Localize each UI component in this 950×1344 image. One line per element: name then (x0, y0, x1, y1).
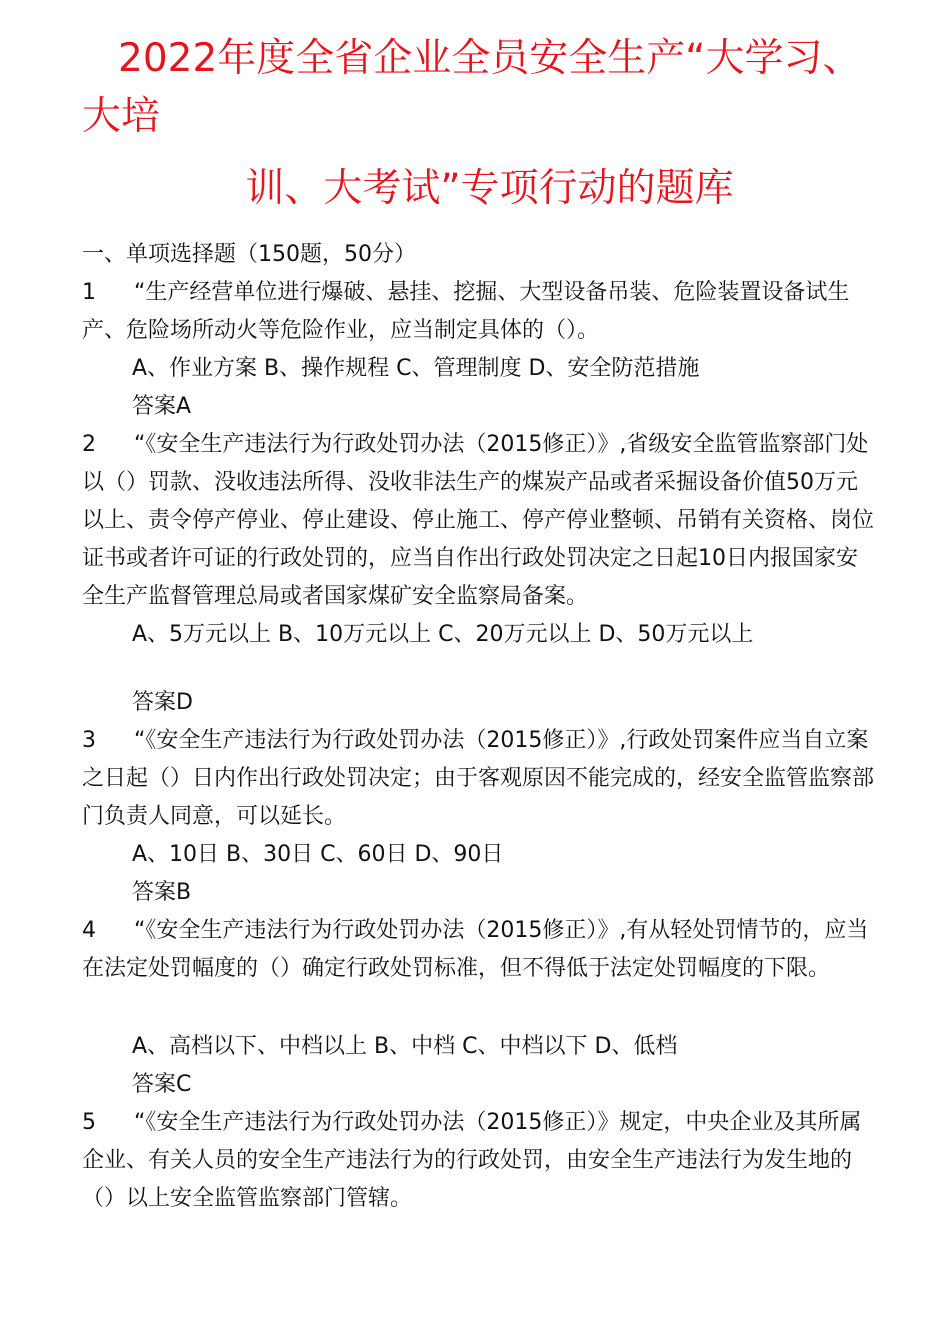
question-1-options: A、作业方案 B、操作规程 C、管理制度 D、安全防范措施 (132, 356, 700, 381)
question-number: 2 (82, 432, 96, 457)
question-text: “《安全生产违法行为行政处罚办法（2015修正）》,省级安全监管监察部门处以（）罚款、没收违法所得、没收非法生产的煤炭产品或者采掘设备价值50万元以上、责令停产停业、停止建设、停止施工、停产停业整顿、吊销有关资格、岗位证书或者许可证的行政处罚的，应当自作出行政处罚决定之日起10日内报国家安全生产监督管理总局或者国家煤矿安全监察局备案。 (82, 432, 875, 609)
document-title-line1: 2022年度全省企业全员安全生产“大学习、大培 (82, 36, 862, 139)
question-4-answer: 答案C (132, 1072, 192, 1097)
question-3-options: A、10日 B、30日 C、60日 D、90日 (132, 842, 504, 867)
question-text: “《安全生产违法行为行政处罚办法（2015修正）》,行政处罚案件应当自立案之日起（）日内作出行政处罚决定；由于客观原因不能完成的，经安全监管监察部门负责人同意，可以延长。 (82, 728, 875, 829)
question-1-answer: 答案A (132, 394, 192, 419)
spacer (82, 988, 877, 1028)
document-title-line2: 训、大考试”专项行动的题库 (245, 166, 734, 211)
document-page (82, 30, 877, 1218)
section-heading: 一、单项选择题（150题，50分） (82, 242, 416, 267)
question-2-options: A、5万元以上 B、10万元以上 C、20万元以上 D、50万元以上 (132, 622, 754, 647)
question-number: 1 (82, 280, 96, 305)
question-text: “《安全生产违法行为行政处罚办法（2015修正）》,有从轻处罚情节的，应当在法定处罚幅度的（）确定行政处罚标准，但不得低于法定处罚幅度的下限。 (82, 918, 869, 981)
question-3-answer: 答案B (132, 880, 192, 905)
question-5 (82, 1104, 877, 1218)
question-number: 5 (82, 1110, 96, 1135)
question-1 (82, 274, 877, 350)
question-number: 3 (82, 728, 96, 753)
question-3 (82, 722, 877, 836)
question-2 (82, 426, 877, 616)
question-2-answer: 答案D (132, 690, 193, 715)
question-text: “生产经营单位进行爆破、悬挂、挖掘、大型设备吊装、危险装置设备试生产、危险场所动火等危险作业，应当制定具体的（）。 (82, 280, 850, 343)
spacer (82, 654, 877, 684)
question-text: “《安全生产违法行为行政处罚办法（2015修正）》规定，中央企业及其所属企业、有关人员的安全生产违法行为的行政处罚，由安全生产违法行为发生地的（）以上安全监管监察部门管辖。 (82, 1110, 862, 1211)
question-4-options: A、高档以下、中档以上 B、中档 C、中档以下 D、低档 (132, 1034, 678, 1059)
question-number: 4 (82, 918, 96, 943)
question-4 (82, 912, 877, 988)
